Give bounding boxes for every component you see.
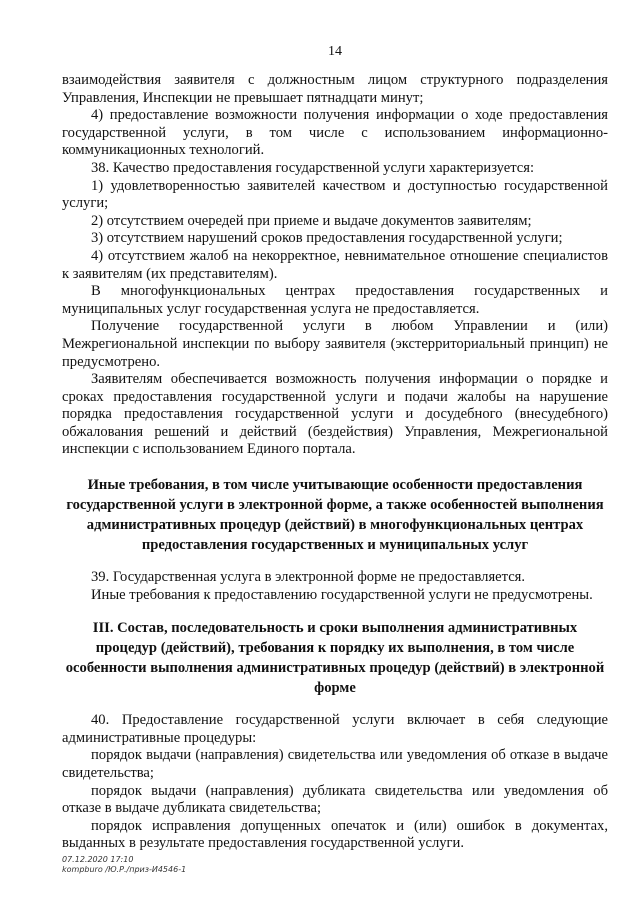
paragraph: порядок выдачи (направления) дубликата свидетельства или уведомления об отказе в выдаче дубликата свидетельства; (62, 782, 608, 817)
paragraph: 4) отсутствием жалоб на некорректное, невнимательное отношение специалистов к заявителям (их представителям). (62, 247, 608, 282)
section-heading-part-iii: III. Состав, последовательность и сроки выполнения административных процедур (действий), требования к порядку их выполнения, в том числе особенности выполнения административных процедур (действий) в электронной форме (65, 620, 605, 697)
paragraph: 1) удовлетворенностью заявителей качеством и доступностью государственной услуги; (62, 177, 608, 212)
paragraph: 39. Государственная услуга в электронной форме не предоставляется. (91, 569, 526, 586)
paragraph: Получение государственной услуги в любом Управлении и (или) Межрегиональной инспекции по выбору заявителя (экстерриториальный принцип) не предусмотрено. (62, 318, 608, 370)
paragraph: 38. Качество предоставления государственной услуги характеризуется: (91, 159, 535, 176)
section-heading-other-requirements: Иные требования, в том числе учитывающие особенности предоставления государственной услуги в электронной форме, а также особенностей выполнения административных процедур (действий) в многофункциональных центрах предоставления государственных и муниципальных услуг (66, 477, 604, 554)
paragraph: Заявителям обеспечивается возможность получения информации о порядке и сроках предоставления государственной услуги и подачи жалобы на нарушение порядка предоставления государственной услуги и досудебного (внесудебного) обжалования решений и действий (бездействия) Управления, Межрегиональной инспекции с использованием Единого портала. (62, 371, 608, 458)
paragraph: Иные требования к предоставлению государственной услуги не предусмотрены. (91, 586, 593, 603)
paragraph: 2) отсутствием очередей при приеме и выдаче документов заявителям; (91, 212, 532, 229)
paragraph: взаимодействия заявителя с должностным лицом структурного подразделения Управления, Инспекции не превышает пятнадцати минут; (62, 72, 608, 106)
footer-date: 07.12.2020 17:10 (62, 855, 134, 864)
text-block-procedures (62, 712, 608, 853)
paragraph: порядок выдачи (направления) свидетельства или уведомления об отказе в выдаче свидетельства; (62, 747, 608, 782)
document-footer (62, 855, 186, 875)
paragraph: 3) отсутствием нарушений сроков предоставления государственной услуги; (91, 230, 563, 247)
paragraph: 40. Предоставление государственной услуги включает в себя следующие административные процедуры: (62, 712, 608, 746)
text-block-quality (62, 72, 608, 459)
footer-path: kompburo /Ю.Р./приз-И4546-1 (62, 865, 187, 874)
paragraph: В многофункциональных центрах предоставления государственных и муниципальных услуг государственная услуга не предоставляется. (62, 283, 608, 317)
paragraph: порядок исправления допущенных опечаток и (или) ошибок в документах, выданных в результате предоставления государственной услуги. (62, 817, 608, 852)
paragraph: 4) предоставление возможности получения информации о ходе предоставления государственной услуги, в том числе с использованием информационно-коммуникационных технологий. (62, 107, 608, 159)
text-block-electronic-form (62, 569, 608, 604)
page-number: 14 (328, 44, 342, 59)
